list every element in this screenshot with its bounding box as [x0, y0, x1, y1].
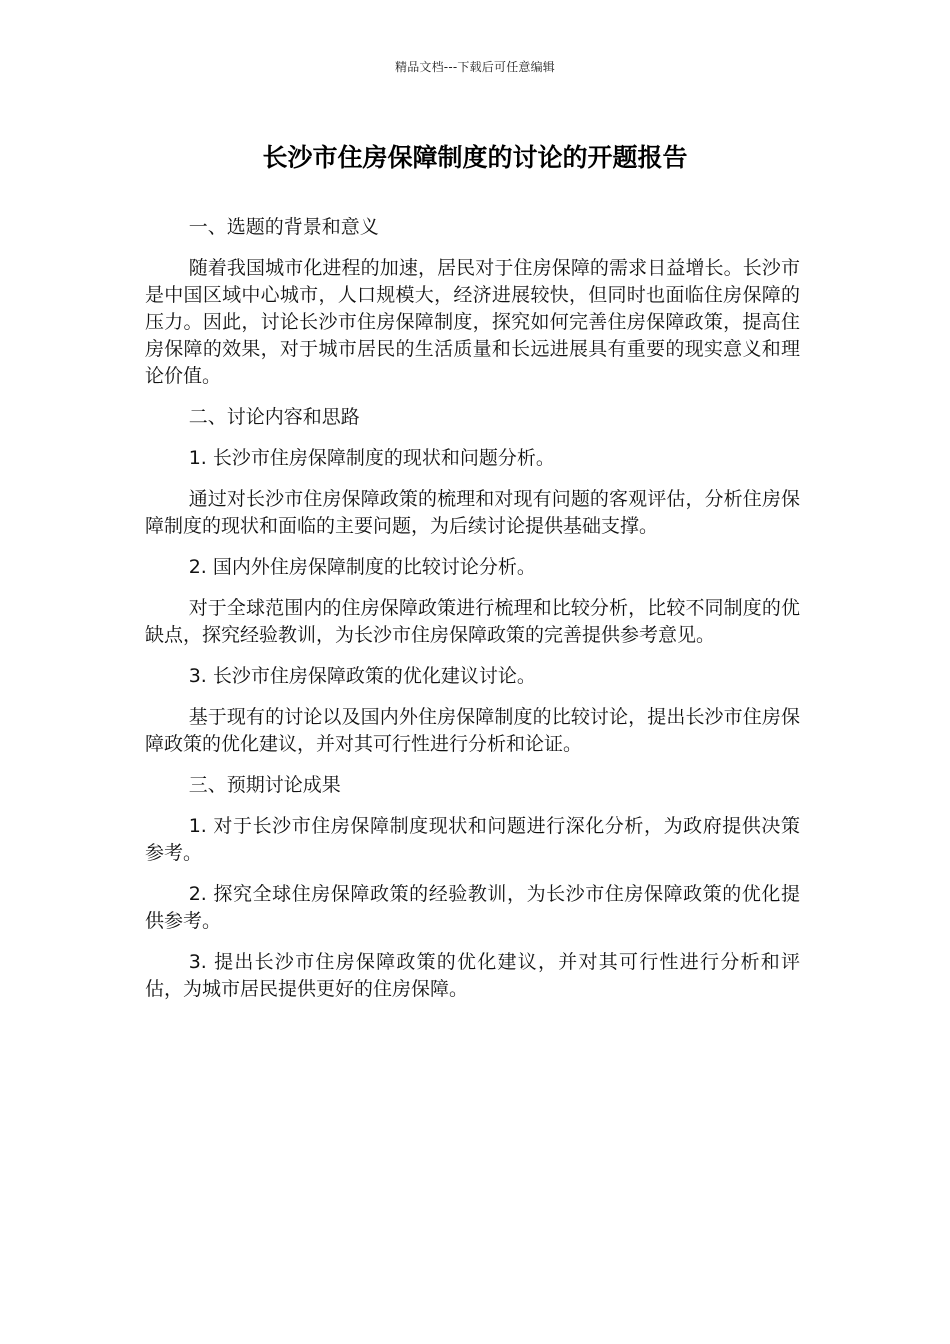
subheading-optimization: 3. 长沙市住房保障政策的优化建议讨论。: [188, 665, 536, 687]
paragraph-comparison: 对于全球范围内的住房保障政策进行梳理和比较分析，比较不同制度的优缺点，探究经验教训，为长沙市住房保障政策的完善提供参考意见。: [145, 597, 800, 646]
outcome-item-1: 1. 对于长沙市住房保障制度现状和问题进行深化分析，为政府提供决策参考。: [145, 815, 800, 864]
subheading-comparison: 2. 国内外住房保障制度的比较讨论分析。: [188, 556, 536, 578]
document-body: [145, 214, 800, 1017]
header-note: 精品文档---下载后可任意编辑: [395, 60, 555, 74]
outcome-item-2: 2. 探究全球住房保障政策的经验教训，为长沙市住房保障政策的优化提供参考。: [145, 883, 800, 932]
outcome-item-3: 3. 提出长沙市住房保障政策的优化建议，并对其可行性进行分析和评估，为城市居民提供更好的住房保障。: [145, 951, 800, 1000]
subheading-status-analysis: 1. 长沙市住房保障制度的现状和问题分析。: [188, 447, 555, 469]
section-heading-content: 二、讨论内容和思路: [188, 406, 360, 428]
paragraph-optimization: 基于现有的讨论以及国内外住房保障制度的比较讨论，提出长沙市住房保障政策的优化建议，并对其可行性进行分析和论证。: [145, 706, 800, 755]
document-title: 长沙市住房保障制度的讨论的开题报告: [262, 143, 688, 172]
paragraph-status-analysis: 通过对长沙市住房保障政策的梳理和对现有问题的客观评估，分析住房保障制度的现状和面临的主要问题，为后续讨论提供基础支撑。: [145, 488, 800, 537]
section-heading-background: 一、选题的背景和意义: [188, 216, 379, 238]
section-heading-outcomes: 三、预期讨论成果: [188, 774, 341, 796]
paragraph-background: 随着我国城市化进程的加速，居民对于住房保障的需求日益增长。长沙市是中国区域中心城市，人口规模大，经济进展较快，但同时也面临住房保障的压力。因此，讨论长沙市住房保障制度，探究如何完善住房保障政策，提高住房保障的效果，对于城市居民的生活质量和长远进展具有重要的现实意义和理论价值。: [145, 257, 800, 387]
